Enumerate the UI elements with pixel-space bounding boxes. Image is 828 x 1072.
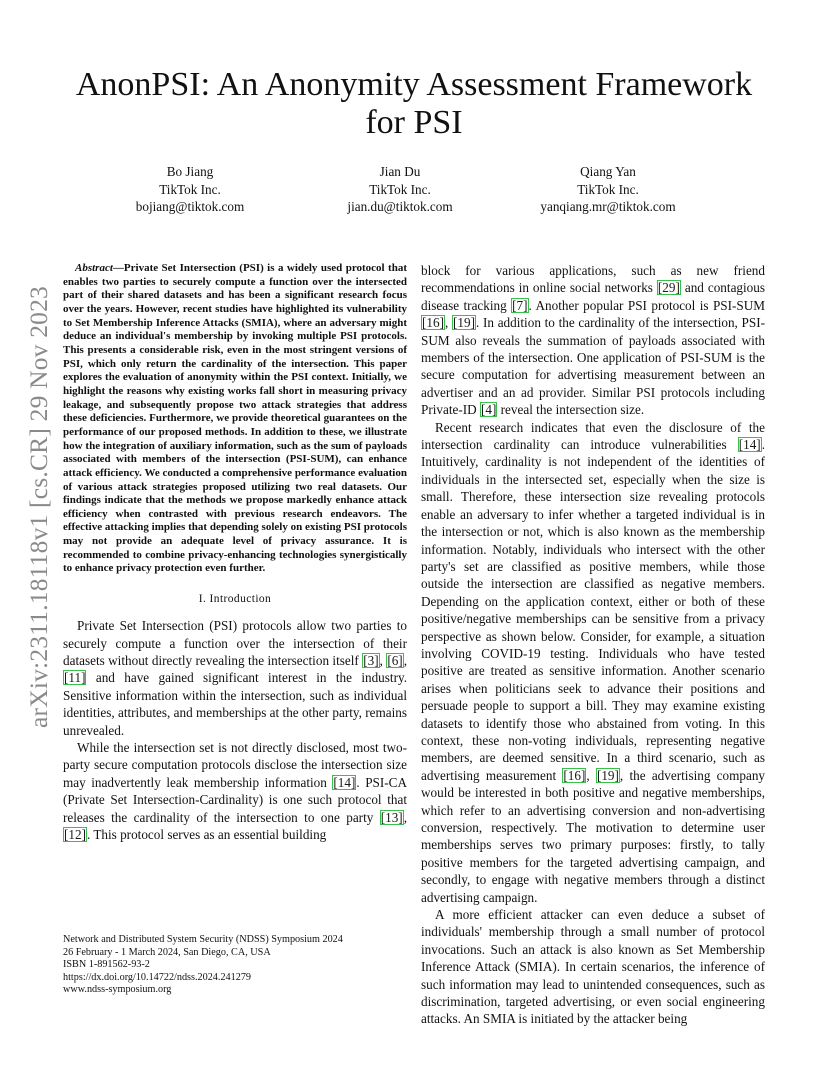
- author-3: [498, 163, 718, 216]
- citation-link[interactable]: [7]: [512, 297, 528, 313]
- footnote-line: 26 February - 1 March 2024, San Diego, CA, USA: [63, 946, 271, 958]
- abstract: [63, 262, 407, 576]
- body-paragraph: Recent research indicates that even the disclosure of the intersection cardinality can introduce vulnerabilities [14]. Intuitively, cardinality is not independent of the identities of individuals in the intersected set, especially when the size is small. Therefore, these intersection size revealing protocols enable an adversary to infer whether a targeted individual is in the intersection or not, which is also known as the membership information. Notably, individuals who intersect with the other party's set are classified as positive members, while those outside the intersection are classified as negative members. Depending on the application context, either or both of these positive/negative memberships can be sensitive from a privacy perspective as shown below. Consider, for example, a situation involving COVID-19 testing. Individuals who have tested positive are treated as sensitive information. Another scenario arises when politicians seek to advance their positions and persuade people to support a bill. They may examine existing datasets to identify those who abstained from voting. In this context, these non-voting individuals, representing negative members, are deemed sensitive. In a third scenario, such as advertising measurement [16], [19], the advertising company would be interested in both positive and negative memberships, which refer to an advertising conversion and non-advertising conversion, respectively. The motivation to determine user memberships serves two primary purposes: firstly, to tally positive members for the targeted advertising campaign, and secondly, to engage with negative members through a distinct advertising campaign.: [421, 419, 766, 905]
- citation-link[interactable]: [19]: [596, 767, 619, 783]
- footnote-url[interactable]: www.ndss-symposium.org: [63, 984, 172, 996]
- body-paragraph: A more efficient attacker can even deduce a subset of individuals' membership through a small number of protocol invocations. Such an attack is also known as Set Membership Inference Attack (SMIA). In certain scenarios, the inference of such information may lead to unintended consequences, such as discrimination, targeted advertising, or even social engineering attacks. An SMIA is initiated by the attacker being: [421, 907, 765, 1027]
- footnote-doi[interactable]: https://dx.doi.org/10.14722/ndss.2024.241279: [63, 971, 252, 983]
- author-name: Qiang Yan: [580, 164, 636, 179]
- arxiv-stamp-text: arXiv:2311.18118v1 [cs.CR] 29 Nov 2023: [24, 285, 54, 729]
- citation-link[interactable]: [11]: [64, 670, 86, 686]
- author-affiliation: TikTok Inc.: [159, 181, 221, 197]
- abstract-lead: Abstract: [75, 262, 113, 274]
- citation-link[interactable]: [13]: [380, 809, 403, 825]
- right-body: [421, 262, 765, 1028]
- footnote: [63, 934, 407, 997]
- citation-link[interactable]: [19]: [453, 315, 475, 331]
- author-affiliation: TikTok Inc.: [577, 181, 639, 197]
- author-2: [290, 163, 510, 216]
- body-paragraph: Private Set Intersection (PSI) protocols allow two parties to securely compute a function over the intersection of their datasets without directly revealing the intersection itself [3], [6], [11] and have gained significant interest in the industry. Sensitive information within the intersection, such as individual identities, attributes, and memberships at the other party, remains unrevealed.: [63, 618, 407, 738]
- citation-link[interactable]: [16]: [563, 767, 586, 783]
- citation-link[interactable]: [16]: [422, 315, 444, 331]
- author-name: Jian Du: [379, 164, 421, 179]
- citation-link[interactable]: [14]: [333, 774, 356, 790]
- citation-link[interactable]: [3]: [363, 652, 379, 668]
- abstract-text: —Private Set Intersection (PSI) is a widely used protocol that enables two parties to securely compute a function over the intersected part of their shared datasets and has been a significant research focus over the years. However, recent studies have highlighted its vulnerability to Set Membership Inference Attacks (SMIA), where an adversary might deduce an individual's membership by invoking multiple PSI protocols. This presents a considerable risk, even in the most stringent versions of PSI, which only return the cardinality of the intersection. This paper explores the evaluation of anonymity within the PSI context. Initially, we highlight the reasons why existing works fall short in measuring privacy leakage, and subsequently propose two attack strategies that address these deficiencies. Furthermore, we provide theoretical guarantees on the performance of our proposed methods. In addition to these, we illustrate how the integration of auxiliary information, such as the sum of payloads associated with members of the intersection (PSI-SUM), can enhance attack efficiency. We conducted a comprehensive performance evaluation of various attack strategies proposed utilizing two real datasets. Our findings indicate that the methods we propose markedly enhance attack efficiency when contrasted with previous research endeavors. The effective attacking implies that depending solely on existing PSI protocols may not provide an adequate level of privacy assurance. It is recommended to combine privacy-enhancing technologies synergistically to enhance privacy protection even further.: [63, 262, 407, 575]
- section-heading-introduction: I. Introduction: [198, 593, 272, 606]
- author-email: yanqiang.mr@tiktok.com: [540, 199, 676, 214]
- body-paragraph: block for various applications, such as new friend recommendations in online social networks [29] and contagious disease tracking [7]. Another popular PSI protocol is PSI-SUM [16], [19]. In addition to the cardinality of the intersection, PSI-SUM also reveals the summation of payloads associated with members of the intersection. One application of PSI-SUM is the secure computation for advertising measurement between an advertiser and an ad provider. Similar PSI protocols including Private-ID [4] reveal the intersection size.: [421, 263, 766, 418]
- arxiv-side-stamp: [22, 282, 56, 732]
- author-block: [80, 163, 748, 223]
- body-paragraph: While the intersection set is not directly disclosed, most two-party secure computation protocols disclose the intersection size may inadvertently leak membership information [14]. PSI-CA (Private Set Intersection-Cardinality) is one such protocol that releases the cardinality of the intersection to one party [13], [12]. This protocol serves as an essential building: [63, 739, 407, 842]
- citation-link[interactable]: [29]: [657, 280, 680, 296]
- author-name: Bo Jiang: [166, 164, 214, 179]
- footnote-line: ISBN 1-891562-93-2: [63, 959, 150, 971]
- citation-link[interactable]: [4]: [480, 402, 497, 418]
- footnote-line: Network and Distributed System Security (NDSS) Symposium 2024: [63, 934, 343, 945]
- citation-link[interactable]: [12]: [64, 826, 86, 842]
- paper-title: AnonPSI: An Anonymity Assessment Framework for PSI: [75, 66, 753, 141]
- author-affiliation: TikTok Inc.: [369, 181, 431, 197]
- author-email: jian.du@tiktok.com: [347, 199, 453, 214]
- author-1: [80, 163, 300, 216]
- author-email: bojiang@tiktok.com: [135, 199, 245, 214]
- left-column: [63, 262, 407, 843]
- left-body: [63, 617, 407, 843]
- citation-link[interactable]: [6]: [387, 652, 403, 668]
- right-column: [421, 262, 765, 1028]
- citation-link[interactable]: [14]: [738, 437, 761, 453]
